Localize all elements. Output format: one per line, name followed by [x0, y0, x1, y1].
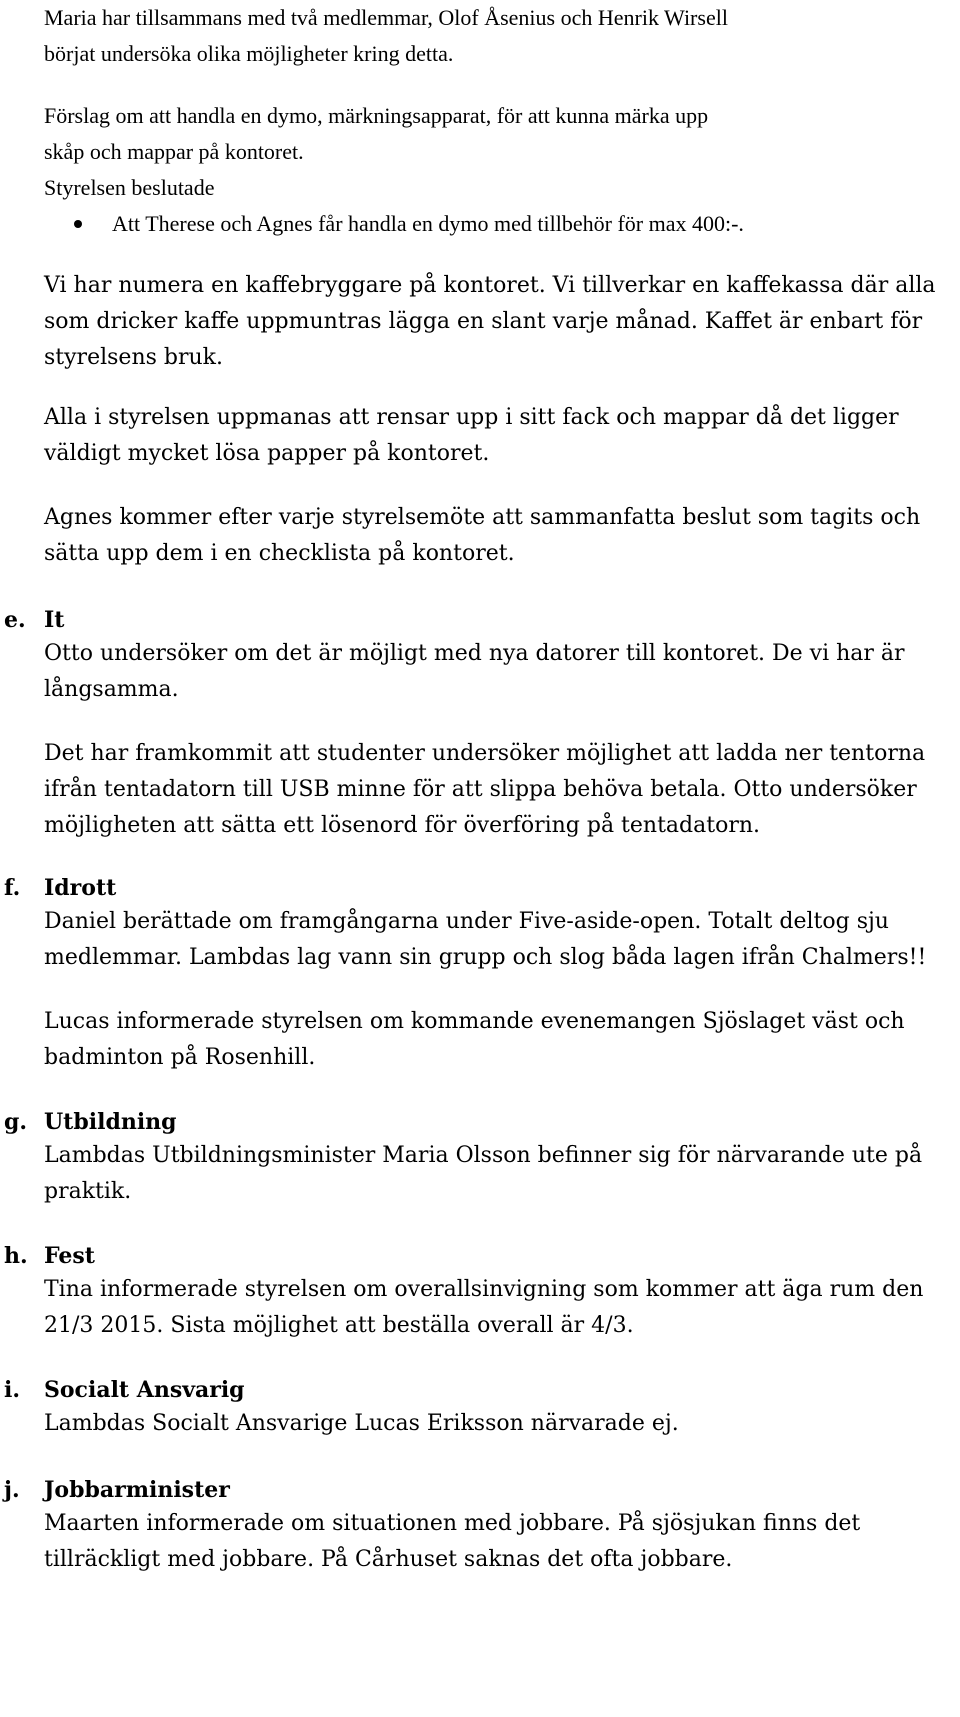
text-line: Alla i styrelsen uppmanas att rensar upp i sitt fack och mappar då det ligger [44, 405, 899, 430]
checklist-paragraph [44, 500, 944, 572]
text-line: praktik. [44, 1179, 132, 1204]
intro-paragraph [44, 0, 944, 72]
section-title: Fest [44, 1243, 95, 1269]
section-paragraph [44, 904, 944, 976]
section-letter: g. [4, 1109, 28, 1135]
text-line: Maarten informerade om situationen med jobbare. På sjösjukan finns det [44, 1511, 861, 1536]
text-line: Lambdas Utbildningsminister Maria Olsson befinner sig för närvarande ute på [44, 1143, 923, 1168]
text-line: badminton på Rosenhill. [44, 1045, 316, 1070]
text-line: styrelsens bruk. [44, 345, 223, 370]
text-line: väldigt mycket lösa papper på kontoret. [44, 441, 490, 466]
dymo-paragraph [44, 98, 944, 206]
section-letter: h. [4, 1243, 28, 1269]
text-line: Styrelsen beslutade [44, 175, 215, 200]
section-title: Idrott [44, 875, 117, 901]
text-line: Agnes kommer efter varje styrelsemöte att sammanfatta beslut som tagits och [44, 505, 921, 530]
bullet-icon [74, 220, 82, 228]
text-line: tillräckligt med jobbare. På Cårhuset saknas det ofta jobbare. [44, 1547, 733, 1572]
text-line: Otto undersöker om det är möjligt med nya datorer till kontoret. De vi har är [44, 641, 905, 666]
cleanup-paragraph [44, 400, 944, 472]
text-line: Maria har tillsammans med två medlemmar, Olof Åsenius och Henrik Wirsell [44, 5, 728, 30]
text-line: möjligheten att sätta ett lösenord för överföring på tentadatorn. [44, 813, 761, 838]
text-line: Vi har numera en kaffebryggare på kontoret. Vi tillverkar en kaffekassa där alla [44, 273, 936, 298]
text-line: Förslag om att handla en dymo, märkningsapparat, för att kunna märka upp [44, 103, 709, 128]
text-line: Det har framkommit att studenter undersöker möjlighet att ladda ner tentorna [44, 741, 926, 766]
text-line: som dricker kaffe uppmuntras lägga en slant varje månad. Kaffet är enbart för [44, 309, 923, 334]
section-paragraph [44, 1406, 944, 1442]
section-letter: f. [4, 875, 21, 901]
section-paragraph [44, 1506, 944, 1578]
section-paragraph [44, 1272, 944, 1344]
bullet-text: Att Therese och Agnes får handla en dymo med tillbehör för max 400:-. [112, 211, 744, 236]
text-line: 21/3 2015. Sista möjlighet att beställa overall är 4/3. [44, 1313, 634, 1338]
text-line: skåp och mappar på kontoret. [44, 139, 304, 164]
section-paragraph [44, 1138, 944, 1210]
text-line: ifrån tentadatorn till USB minne för att slippa behöva betala. Otto undersöker [44, 777, 917, 802]
section-letter: i. [4, 1377, 21, 1403]
section-title: It [44, 607, 65, 633]
section-title: Utbildning [44, 1109, 177, 1135]
text-line: långsamma. [44, 677, 179, 702]
section-letter: e. [4, 607, 26, 633]
text-line: Tina informerade styrelsen om overallsinvigning som kommer att äga rum den [44, 1277, 924, 1302]
section-title: Socialt Ansvarig [44, 1377, 245, 1403]
section-letter: j. [4, 1477, 20, 1503]
section-paragraph [44, 736, 944, 844]
section-paragraph [44, 1004, 944, 1076]
text-line: Lucas informerade styrelsen om kommande evenemangen Sjöslaget väst och [44, 1009, 905, 1034]
text-line: sätta upp dem i en checklista på kontoret. [44, 541, 515, 566]
section-title: Jobbarminister [44, 1477, 230, 1503]
section-paragraph [44, 636, 944, 708]
coffee-paragraph [44, 268, 944, 376]
text-line: medlemmar. Lambdas lag vann sin grupp och slog båda lagen ifrån Chalmers!! [44, 945, 927, 970]
bullet-item [112, 206, 932, 242]
text-line: börjat undersöka olika möjligheter kring detta. [44, 41, 454, 66]
text-line: Daniel berättade om framgångarna under Five-aside-open. Totalt deltog sju [44, 909, 889, 934]
text-line: Lambdas Socialt Ansvarige Lucas Eriksson närvarade ej. [44, 1411, 679, 1436]
